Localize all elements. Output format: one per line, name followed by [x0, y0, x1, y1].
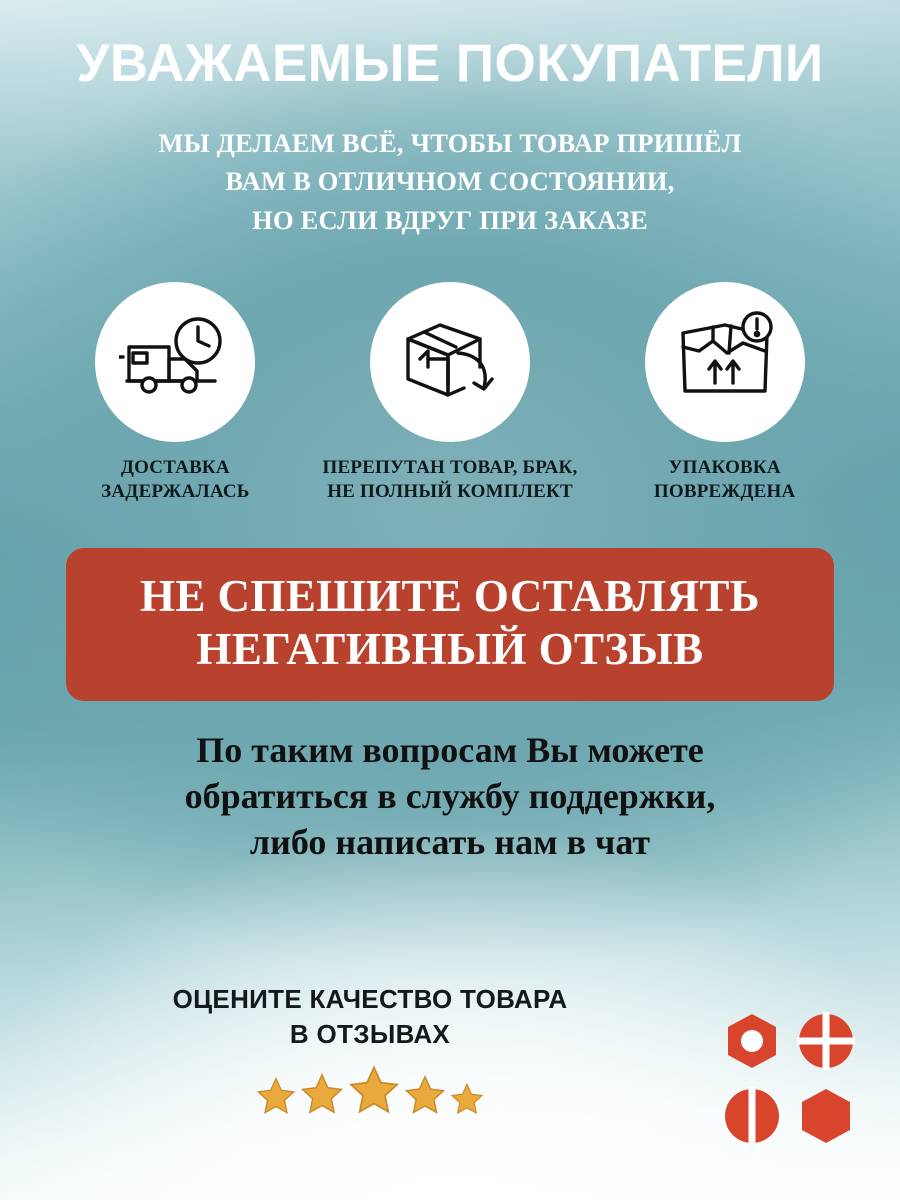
- issue-caption-damaged-line-1: УПАКОВКА: [668, 456, 781, 478]
- footer-cta: [90, 982, 650, 1052]
- delivery-truck-clock-icon: [119, 313, 231, 410]
- subtitle-line-1: МЫ ДЕЛАЕМ ВСЁ, ЧТОБЫ ТОВАР ПРИШЁЛ: [158, 127, 742, 158]
- icon-circle-box: [370, 282, 530, 442]
- support-text: [0, 727, 900, 865]
- header: [0, 0, 900, 92]
- star-icon[interactable]: [348, 1064, 400, 1116]
- box-return-arrow-icon: [394, 309, 506, 414]
- footer-cta-line-2: В ОТЗЫВАХ: [289, 1019, 451, 1050]
- support-text-line-1: По таким вопросам Вы можете: [196, 729, 704, 770]
- icon-circle-delivery: [95, 282, 255, 442]
- support-text-line-2: обратиться в службу поддержки,: [184, 775, 716, 816]
- star-icon[interactable]: [256, 1076, 296, 1116]
- bolt-nut-logo: [714, 1010, 864, 1150]
- issue-caption-delivery-line-2: ЗАДЕРЖАЛАСЬ: [101, 481, 250, 503]
- star-icon[interactable]: [300, 1072, 344, 1116]
- warning-banner-line-1: НЕ СПЕШИТЕ ОСТАВЛЯТЬ: [140, 571, 760, 622]
- issue-item-delivery-delayed: [38, 282, 313, 505]
- footer: [0, 978, 900, 1168]
- issue-caption-delivery-line-1: ДОСТАВКА: [120, 456, 230, 478]
- page-title: УВАЖАЕМЫЕ ПОКУПАТЕЛИ: [76, 34, 824, 93]
- damaged-package-warning-icon: [669, 311, 781, 412]
- issue-caption-wrong-item-line-2: НЕ ПОЛНЫЙ КОМПЛЕКТ: [327, 481, 573, 503]
- footer-cta-line-1: ОЦЕНИТЕ КАЧЕСТВО ТОВАРА: [172, 984, 568, 1014]
- star-rating[interactable]: [90, 1064, 650, 1116]
- issue-caption-damaged-package: [654, 456, 796, 505]
- warning-banner: [66, 548, 834, 700]
- icon-circle-damaged: [645, 282, 805, 442]
- issue-caption-wrong-item: [323, 456, 578, 505]
- issue-item-damaged-package: [587, 282, 862, 505]
- issue-caption-delivery: [101, 456, 249, 505]
- issue-caption-wrong-item-line-1: ПЕРЕПУТАН ТОВАР, БРАК,: [322, 456, 578, 478]
- subtitle-line-2: ВАМ В ОТЛИЧНОМ СОСТОЯНИИ,: [225, 166, 675, 197]
- subtitle-line-3: НО ЕСЛИ ВДРУГ ПРИ ЗАКАЗЕ: [252, 205, 648, 236]
- issue-item-wrong-item: [313, 282, 588, 505]
- subtitle-block: [0, 124, 900, 240]
- issue-caption-damaged-line-2: ПОВРЕЖДЕНА: [653, 481, 796, 503]
- star-icon[interactable]: [404, 1074, 446, 1116]
- issue-icon-row: [0, 282, 900, 505]
- support-text-line-3: либо написать нам в чат: [249, 821, 651, 862]
- warning-banner-line-2: НЕГАТИВНЫЙ ОТЗЫВ: [196, 623, 704, 674]
- star-icon[interactable]: [450, 1082, 484, 1116]
